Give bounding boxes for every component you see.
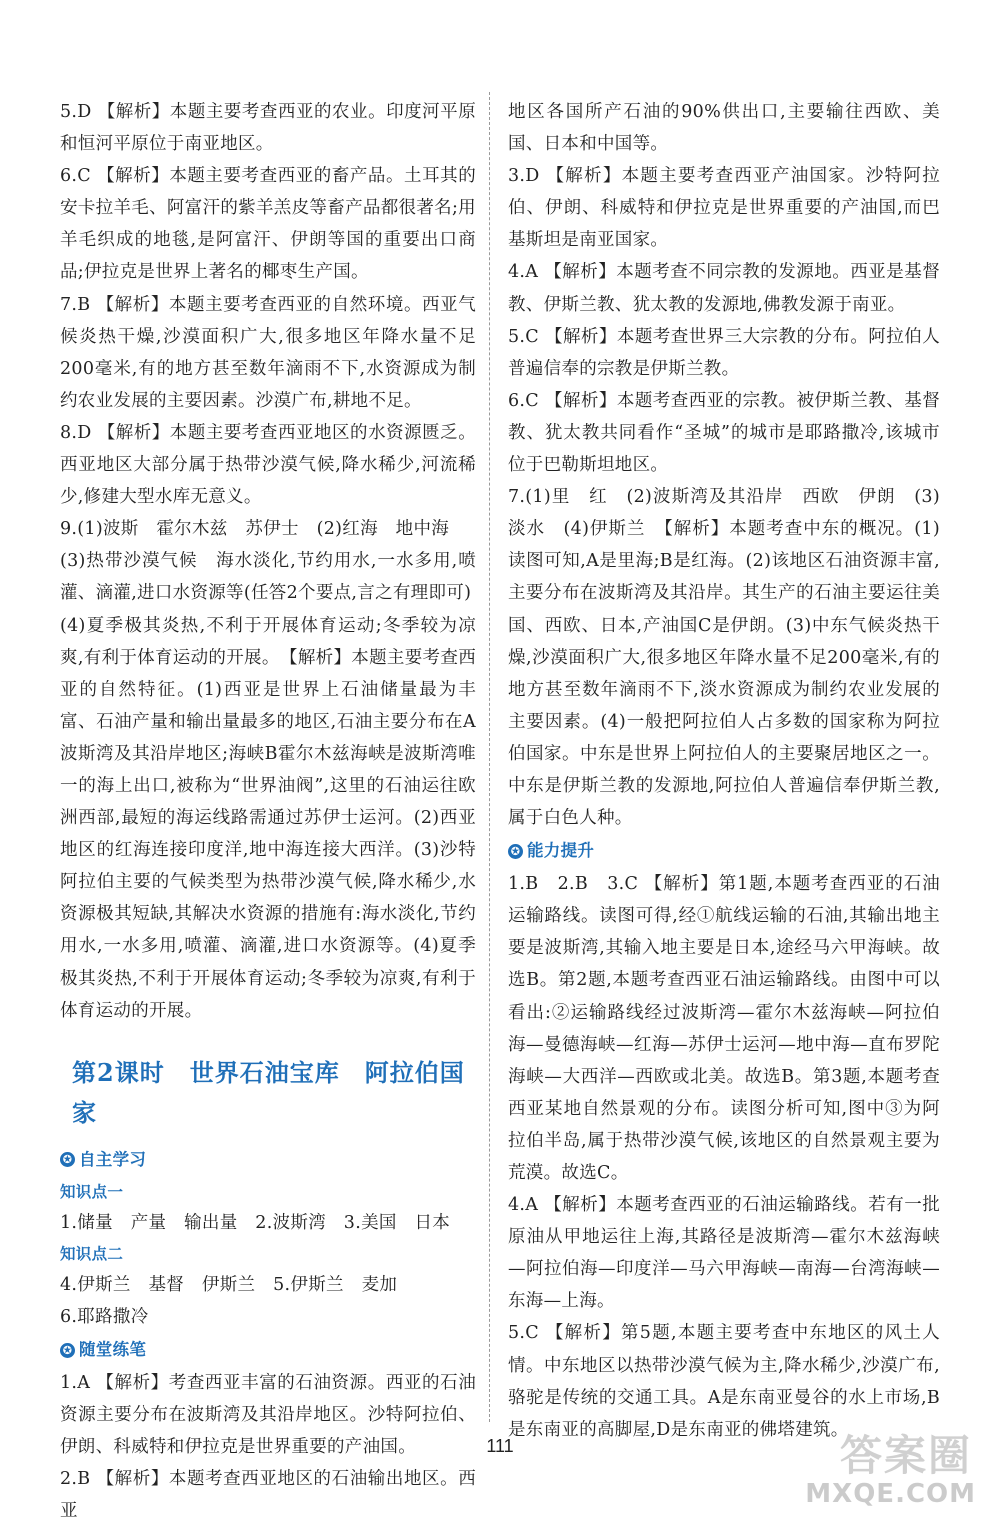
knowledge-point-2-answers-a: 4.伊斯兰 基督 伊斯兰 5.伊斯兰 麦加: [60, 1274, 398, 1295]
ability-answer-5: 5.C 【解析】第5题,本题主要考查中东地区的风土人情。中东地区以热带沙漠气候为主,降水稀少,沙漠广布,骆驼是传统的交通工具。A是东南亚曼谷的水上市场,B是东南亚的高脚屋,D是东南亚的佛塔建筑。: [508, 1323, 940, 1440]
right-column: [508, 96, 940, 1446]
answer-5: 5.D 【解析】本题主要考查西亚的农业。印度河平原和恒河平原位于南亚地区。: [60, 102, 476, 155]
star-icon: ✪: [508, 844, 523, 859]
watermark-url: MXQE.COM: [805, 1479, 976, 1509]
answer-9-part2: (3)热带沙漠气候 海水淡化,节约用水,一水多用,喷灌、滴灌,进口水资源等(任答2个要点,言之有理即可): [60, 551, 476, 604]
section-label: 自主学习: [79, 1149, 147, 1169]
practice-answer-7: 7.(1)里 红 (2)波斯湾及其沿岸 西欧 伊朗 (3)淡水 (4)伊斯兰 【解析】本题考查中东的概况。(1)读图可知,A是里海;B是红海。(2)该地区石油资源丰富,主要分布在波斯湾及其沿岸。其生产的石油主要运往美国、西欧、日本,产油国C是伊朗。(3)中东气候炎热干燥,沙漠面积广大,很多地区年降水量不足200毫米,有的地方甚至数年滴雨不下,淡水资源成为制约农业发展的主要因素。(4)一般把阿拉伯人占多数的国家称为阿拉伯国家。中东是世界上阿拉伯人的主要聚居地区之一。中东是伊斯兰教的发源地,阿拉伯人普遍信奉伊斯兰教,属于白色人种。: [508, 487, 940, 829]
knowledge-point-2-answers-b: 6.耶路撒冷: [60, 1306, 149, 1327]
knowledge-point-1-heading: 知识点一: [60, 1182, 124, 1201]
watermark: [792, 1423, 982, 1509]
practice-answer-2: 2.B 【解析】本题考查西亚地区的石油输出地区。西亚: [60, 1469, 476, 1522]
section-ability-improvement: [508, 834, 940, 868]
practice-answer-3: 3.D 【解析】本题主要考查西亚产油国家。沙特阿拉伯、伊朗、科威特和伊拉克是世界重要的产油国,而巴基斯坦是南亚国家。: [508, 166, 940, 251]
knowledge-point-2-heading: 知识点二: [60, 1244, 124, 1263]
answer-9-part1: 9.(1)波斯 霍尔木兹 苏伊士 (2)红海 地中海: [60, 519, 450, 540]
practice-answer-4: 4.A 【解析】本题考查不同宗教的发源地。西亚是基督教、伊斯兰教、犹太教的发源地,佛教发源于南亚。: [508, 262, 940, 315]
section-classroom-practice: [60, 1333, 476, 1367]
section-label: 随堂练笔: [79, 1340, 147, 1359]
practice-answer-6: 6.C 【解析】本题考查西亚的宗教。被伊斯兰教、基督教、犹太教共同看作“圣城”的城市是耶路撒冷,该城市位于巴勒斯坦地区。: [508, 390, 940, 476]
ability-answer-4: 4.A 【解析】本题考查西亚的石油运输路线。若有一批原油从甲地运往上海,其路径是波斯湾—霍尔木兹海峡—阿拉伯海—印度洋—马六甲海峡—南海—台湾海峡—东海—上海。: [508, 1195, 940, 1312]
column-divider: [489, 92, 490, 1422]
ability-answer-1-3: 1.B 2.B 3.C 【解析】第1题,本题考查西亚的石油运输路线。读图可得,经①航线运输的石油,其输出地主要是波斯湾,其输入地主要是日本,途经马六甲海峡。故选B。第2题,本题考查西亚石油运输路线。由图中可以看出:②运输路线经过波斯湾—霍尔木兹海峡—阿拉伯海—曼德海峡—红海—苏伊士运河—地中海—直布罗陀海峡—大西洋—西欧或北美。故选B。第3题,本题考查西亚某地自然景观的分布。读图分析可知,图中③为阿拉伯半岛,属于热带沙漠气候,该地区的自然景观主要为荒漠。故选C。: [508, 874, 940, 1183]
lesson-title: 第2课时 世界石油宝库 阿拉伯国家: [72, 1057, 465, 1127]
star-icon: ✪: [60, 1343, 75, 1358]
left-column: [60, 96, 476, 1527]
practice-answer-5: 5.C 【解析】本题考查世界三大宗教的分布。阿拉伯人普遍信奉的宗教是伊斯兰教。: [508, 326, 940, 379]
watermark-logo: 答案圈: [839, 1431, 972, 1480]
section-label: 能力提升: [527, 841, 595, 861]
knowledge-point-1-answers: 1.储量 产量 输出量 2.波斯湾 3.美国 日本: [60, 1212, 451, 1233]
answer-6: 6.C 【解析】本题主要考查西亚的畜产品。土耳其的安卡拉羊毛、阿富汗的紫羊羔皮等畜产品都很著名;用羊毛织成的地毯,是阿富汗、伊朗等国的重要出口商品;伊拉克是世界上著名的椰枣生产国。: [60, 166, 476, 283]
answer-7: 7.B 【解析】本题主要考查西亚的自然环境。西亚气候炎热干燥,沙漠面积广大,很多地区年降水量不足200毫米,有的地方甚至数年滴雨不下,水资源成为制约农业发展的主要因素。沙漠广布,耕地不足。: [60, 294, 476, 411]
star-icon: ✪: [60, 1152, 75, 1167]
practice-answer-2-cont: 地区各国所产石油的90%供出口,主要输往西欧、美国、日本和中国等。: [508, 102, 940, 155]
page-number: 111: [486, 1436, 514, 1456]
practice-answer-1: 1.A 【解析】考查西亚丰富的石油资源。西亚的石油资源主要分布在波斯湾及其沿岸地区。沙特阿拉伯、伊朗、科威特和伊拉克是世界重要的产油国。: [60, 1373, 476, 1458]
section-self-study: [60, 1143, 476, 1177]
answer-8: 8.D 【解析】本题主要考查西亚地区的水资源匮乏。西亚地区大部分属于热带沙漠气候,降水稀少,河流稀少,修建大型水库无意义。: [60, 422, 476, 508]
answer-9-part3: (4)夏季极其炎热,不利于开展体育运动;冬季较为凉爽,有利于体育运动的开展。 【解析】本题主要考查西亚的自然特征。(1)西亚是世界上石油储量最为丰富、石油产量和输出量最多的地区,石油主要分布在A波斯湾及其沿岸地区;海峡B霍尔木兹海峡是波斯湾唯一的海上出口,被称为“世界油阀”,这里的石油运往欧洲西部,最短的海运线路需通过苏伊士运河。(2)西亚地区的红海连接印度洋,地中海连接大西洋。(3)沙特阿拉伯主要的气候类型为热带沙漠气候,降水稀少,水资源极其短缺,其解决水资源的措施有:海水淡化,节约用水,一水多用,喷灌、滴灌,进口水资源等。(4)夏季极其炎热,不利于开展体育运动;冬季较为凉爽,有利于体育运动的开展。: [60, 615, 476, 1021]
